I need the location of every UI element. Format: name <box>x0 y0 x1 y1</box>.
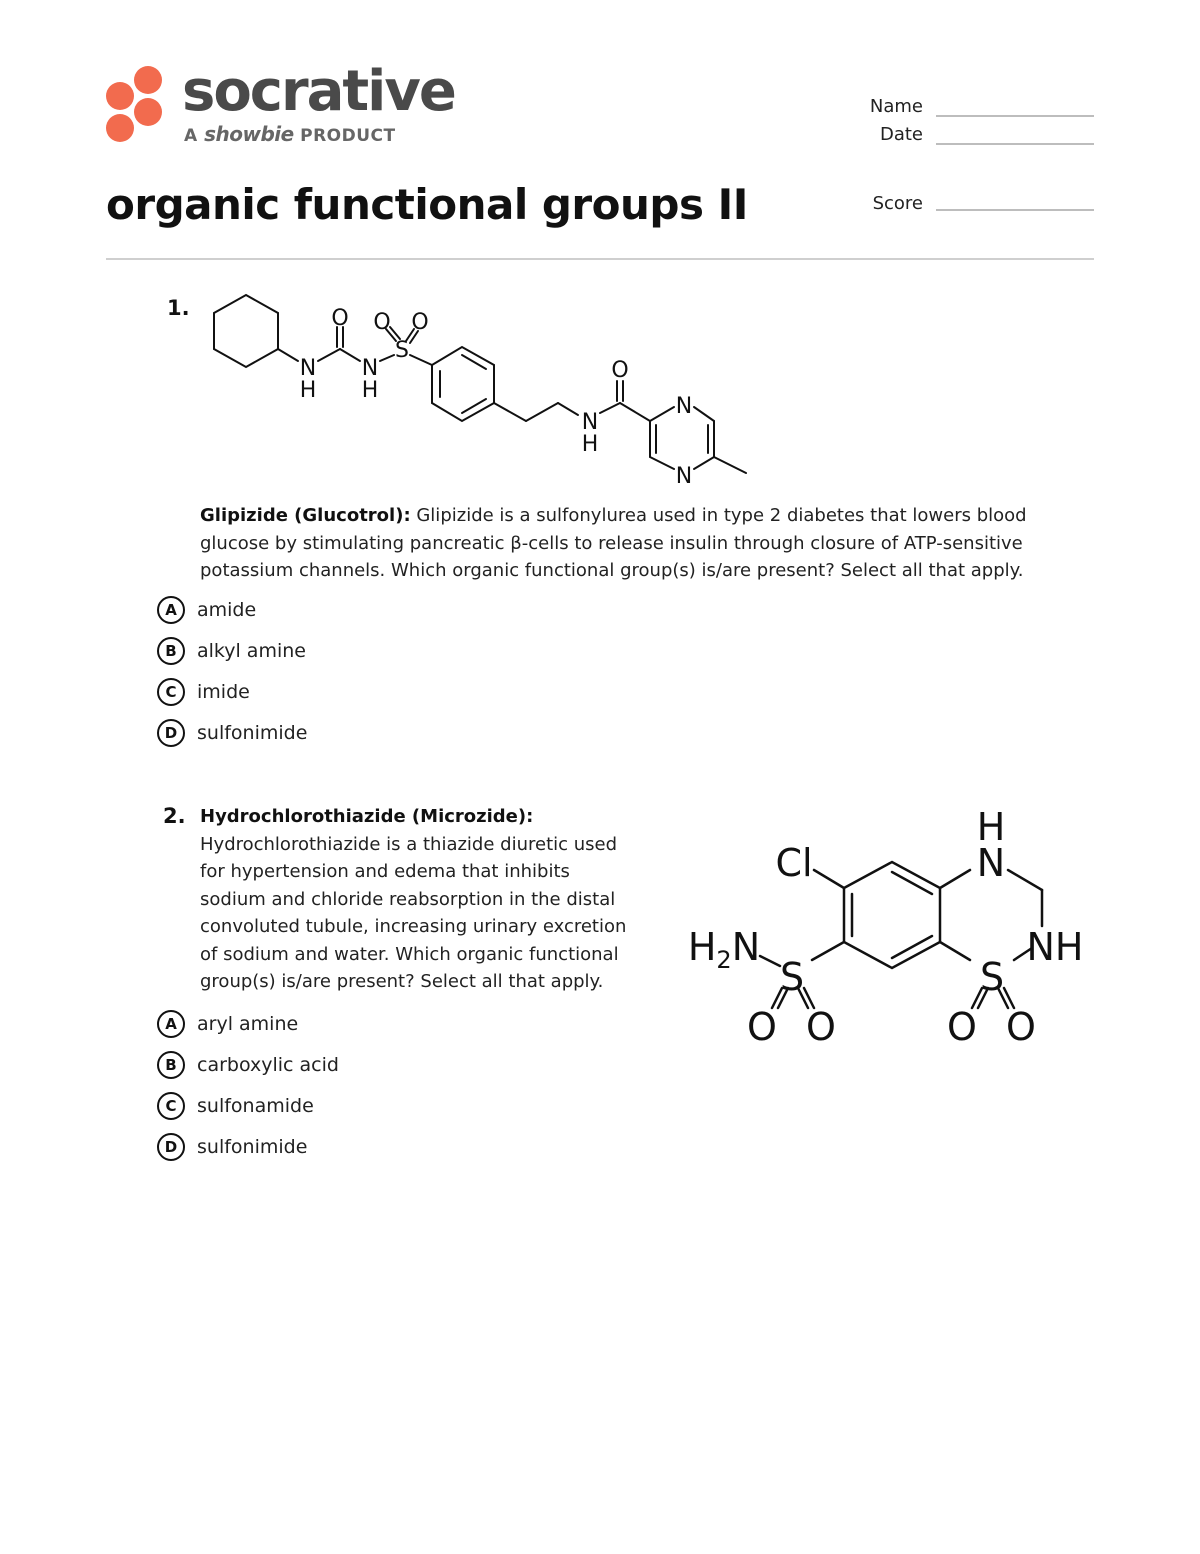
date-label: Date <box>879 124 923 145</box>
atom-h: H <box>361 378 379 403</box>
atom-o: O <box>373 310 391 335</box>
atom-o: O <box>806 1005 836 1048</box>
hydrochlorothiazide-structure <box>680 808 1100 1048</box>
atom-n: N <box>581 410 599 435</box>
atom-s: S <box>779 955 805 999</box>
atom-n: N <box>976 841 1006 885</box>
option-label: imide <box>197 681 250 703</box>
logo <box>104 59 464 146</box>
atom-o: O <box>747 1005 777 1048</box>
atom-o: O <box>947 1005 977 1048</box>
option-label: sulfonimide <box>197 722 308 744</box>
options-list <box>157 594 307 749</box>
date-field[interactable] <box>936 143 1094 145</box>
page-title: organic functional groups II <box>106 180 748 229</box>
logo-brand: showbie <box>204 122 294 146</box>
option-label: sulfonamide <box>197 1095 314 1117</box>
atom-n: N <box>675 464 693 489</box>
answer-bubble[interactable]: D <box>157 1133 185 1161</box>
answer-bubble[interactable]: C <box>157 678 185 706</box>
glipizide-structure <box>200 285 760 495</box>
option-label: carboxylic acid <box>197 1054 339 1076</box>
atom-h: H <box>299 378 317 403</box>
option-d[interactable] <box>157 717 307 749</box>
atom-n: N <box>299 356 317 381</box>
atom-n: N <box>675 394 693 419</box>
name-label: Name <box>869 96 923 117</box>
answer-bubble[interactable]: D <box>157 719 185 747</box>
answer-bubble[interactable]: B <box>157 1051 185 1079</box>
option-b[interactable] <box>157 1049 339 1081</box>
option-label: amide <box>197 599 257 621</box>
answer-bubble[interactable]: C <box>157 1092 185 1120</box>
atom-n: N <box>361 356 379 381</box>
drug-name: Hydrochlorothiazide (Microzide): <box>200 806 534 827</box>
atom-o: O <box>611 358 629 383</box>
answer-bubble[interactable]: A <box>157 596 185 624</box>
atom-o: O <box>331 306 349 331</box>
option-label: aryl amine <box>197 1013 299 1035</box>
atom-o: O <box>411 310 429 335</box>
atom-cl: Cl <box>775 841 813 885</box>
option-label: sulfonimide <box>197 1136 308 1158</box>
logo-wordmark: socrative <box>182 59 455 124</box>
logo-hexagons-icon <box>104 64 166 144</box>
option-a[interactable] <box>157 1008 339 1040</box>
atom-s: S <box>395 338 409 363</box>
option-c[interactable] <box>157 676 307 708</box>
score-label: Score <box>872 193 923 214</box>
drug-name: Glipizide (Glucotrol): <box>200 505 411 526</box>
answer-bubble[interactable]: A <box>157 1010 185 1038</box>
options-list <box>157 1008 339 1163</box>
logo-subtitle: A showbie PRODUCT <box>184 122 396 146</box>
atom-nh: NH <box>1026 925 1084 969</box>
atom-h: H <box>976 808 1006 849</box>
atom-h2n: $H_2N$ <box>687 925 761 974</box>
option-d[interactable] <box>157 1131 339 1163</box>
answer-bubble[interactable]: B <box>157 637 185 665</box>
option-label: alkyl amine <box>197 640 306 662</box>
question-text: Glipizide (Glucotrol): Glipizide is a sulfonylurea used in type 2 diabetes that lowers blood glucose by stimulating pancreatic β-cells to release insulin through closure of ATP-sensitive potassium channels. Which organic functional group(s) is/are present? Select all that apply. <box>200 505 1027 581</box>
name-field[interactable] <box>936 115 1094 117</box>
question-number: 1. <box>167 296 190 320</box>
option-c[interactable] <box>157 1090 339 1122</box>
question-number: 2. <box>163 804 186 828</box>
option-a[interactable] <box>157 594 307 626</box>
atom-o: O <box>1006 1005 1036 1048</box>
question-text: Hydrochlorothiazide (Microzide): Hydrochlorothiazide is a thiazide diuretic used for hypertension and edema that inhibits sodium and chloride reabsorption in the distal convoluted tubule, increasing urinary excretion of sodium and water. Which organic functional group(s) is/are present? Select all that apply. <box>200 806 627 992</box>
atom-h: H <box>581 432 599 457</box>
score-field[interactable] <box>936 209 1094 211</box>
atom-s: S <box>979 955 1005 999</box>
option-b[interactable] <box>157 635 307 667</box>
header-divider <box>106 258 1094 260</box>
